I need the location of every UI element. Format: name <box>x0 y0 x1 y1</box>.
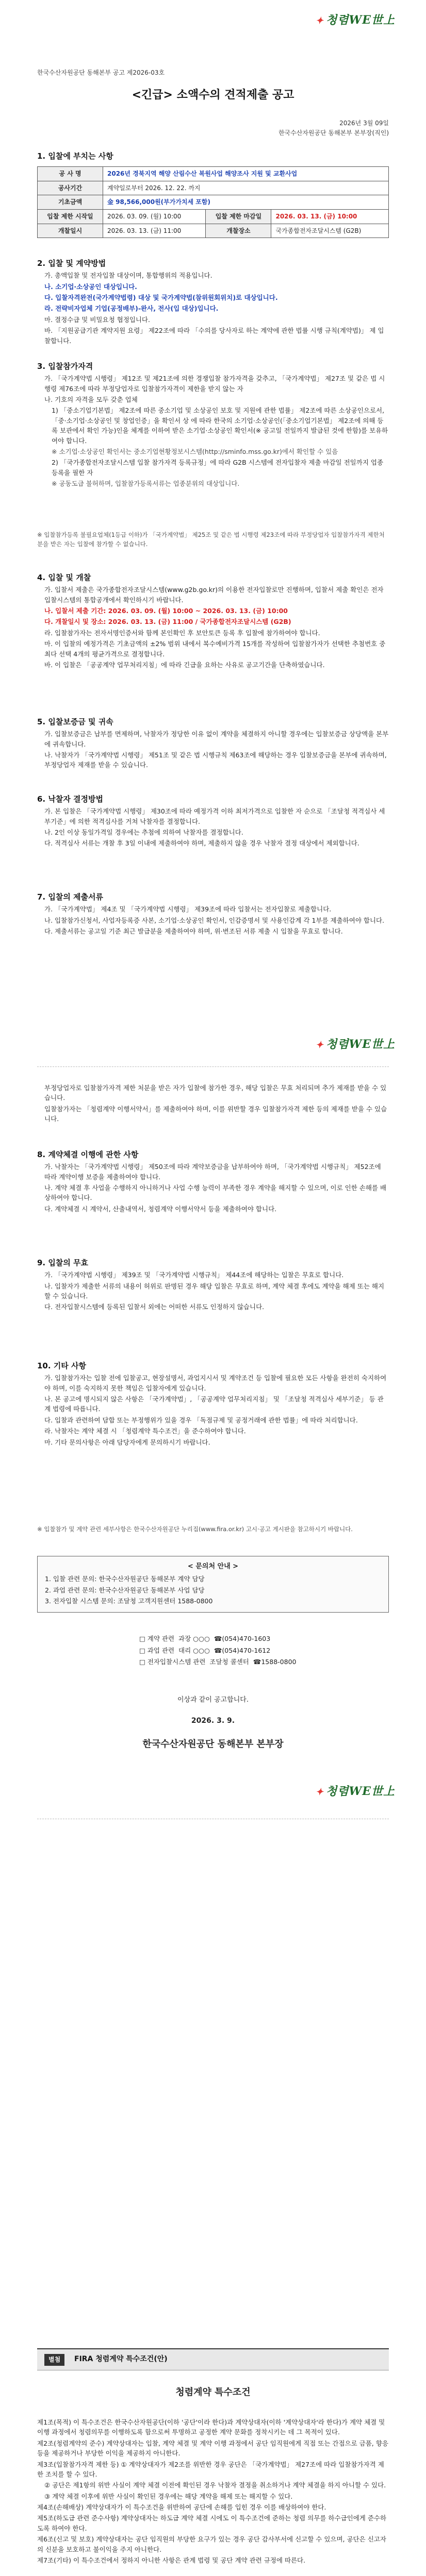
list-item: 마. 이 입찰의 예정가격은 기초금액의 ±2% 범위 내에서 복수예비가격 15개를 작성하여 입찰참가자가 선택한 추첨번호 중 최다 선택 4개의 평균가격으로 결정합니다. <box>44 640 386 658</box>
list-item: 부정당업자로 입찰참가자격 제한 처분을 받은 자가 입찰에 참가한 경우, 해당 입찰은 무효 처리되며 추가 제재를 받을 수 있습니다. <box>44 1084 387 1102</box>
list-item: 라. 전략비자업체 기업(공정배부)-완사, 전사(입 대상)입니다. <box>44 304 219 313</box>
section-10 <box>37 1360 389 1448</box>
section-9 <box>37 1257 389 1313</box>
list-item: 나. 낙찰자가 「국가계약법 시행령」 제51조 및 같은 법 시행규칙 제63조에 해당하는 경우 입찰보증금을 본부에 귀속하며, 부정당업자 제재를 받을 수 있습니다. <box>44 751 387 769</box>
table-header-cell: 기초금액 <box>38 195 103 210</box>
section-8 <box>37 1149 389 1215</box>
section-2 <box>37 258 389 347</box>
section-10-note: ※ 입찰참가 및 계약 관련 세부사항은 한국수산자원공단 누리집(www.fira.or.kr) 고시·공고 게시판을 참고하시기 바랍니다. <box>37 1526 353 1533</box>
article: 제1조(목적) 이 특수조건은 한국수산자원공단(이하 '공단'이라 한다)과 계약상대자(이하 '계약상대자'라 한다)가 계약 체결 및 이행 과정에서 청렴의무를 이행하도록 함으로써 투명하고 공정한 계약 문화를 정착시키는 데 그 목적이 있다. <box>37 2418 385 2436</box>
contact-list <box>139 1633 297 1668</box>
help-box <box>37 1556 389 1613</box>
list-item: ※ 공동도급 불허하며, 입찰참가등록서류는 업종분위의 대상입니다. <box>52 480 240 487</box>
notice-number: 한국수산자원공단 동해본부 공고 제2026-03호 <box>37 69 165 76</box>
help-line: 3. 전자입찰 시스템 문의: 조달청 고객지원센터 1588-0800 <box>45 1597 213 1605</box>
table-cell: 2026. 03. 09. (월) 10:00 <box>103 210 206 224</box>
list-item: 가. 낙찰자는 「국가계약법 시행령」 제50조에 따라 계약보증금을 납부하여야 하며, 「국가계약법 시행규칙」 제52조에 따라 계약이행 보증을 제출하여야 합니다. <box>44 1163 381 1181</box>
list-item: 가. 본 입찰은 「국가계약법 시행령」 제30조에 따라 예정가격 이하 최저가격으로 입찰한 자 순으로 「조달청 적격심사 세부기준」에 의한 적격심사를 거쳐 낙찰자를 결정합니다. <box>44 807 385 825</box>
brand-logo <box>316 1036 395 1053</box>
list-item: 나. 입찰자가 제출한 서류의 내용이 허위로 판명된 경우 해당 입찰은 무효로 하며, 계약 체결 후에도 계약을 해제 또는 해지할 수 있습니다. <box>44 1282 385 1300</box>
list-item: 나. 2인 이상 동일가격일 경우에는 추첨에 의하여 낙찰자를 결정합니다. <box>44 828 243 836</box>
section-heading: 3. 입찰참가자격 <box>37 362 93 371</box>
table-cell: 계약일로부터 2026. 12. 22. 까지 <box>103 181 389 195</box>
section-7-tail <box>37 1082 389 1125</box>
article: ③ 계약 체결 이후에 위반 사실이 확인된 경우에는 해당 계약을 해제 또는 해지할 수 있다. <box>44 2492 293 2500</box>
list-item: 다. 제출서류는 공고일 기준 최근 발급분을 제출하여야 하며, 위·변조된 서류 제출 시 입찰을 무효로 합니다. <box>44 927 343 935</box>
list-item: 가. 「국가계약법」 제4조 및 「국가계약법 시행령」 제39조에 따라 입찰서는 전자입찰로 제출합니다. <box>44 905 332 913</box>
list-item: 가. 「국가계약법 시행령」 제39조 및 「국가계약법 시행규칙」 제44조에 해당하는 입찰은 무효로 합니다. <box>44 1271 344 1279</box>
logo-mark-icon: ✦ <box>315 1040 324 1050</box>
list-item: 가. 입찰참가자는 입찰 전에 입찰공고, 현장설명서, 과업지시서 및 계약조건 등 입찰에 필요한 모든 사항을 완전히 숙지하여야 하며, 이를 숙지하지 못한 책임은 입찰자에게 있습니다. <box>44 1374 387 1392</box>
list-item: 가. 총액입찰 및 전자입찰 대상이며, 통합행위의 적용입니다. <box>44 272 212 280</box>
section-heading: 9. 입찰의 무효 <box>37 1258 89 1267</box>
list-item: 다. 계약체결 시 계약서, 산출내역서, 청렴계약 이행서약서 등을 제출하여야 합니다. <box>44 1205 277 1213</box>
brand-logo <box>316 11 395 29</box>
article: 제5조(하도급 관련 준수사항) 계약상대자는 하도급 계약 체결 시에도 이 특수조건에 준하는 청렴 의무를 하수급인에게 준수하도록 하여야 한다. <box>37 2514 387 2532</box>
table-header-cell: 공 사 명 <box>38 167 103 181</box>
section-heading: 7. 입찰의 제출서류 <box>37 892 104 902</box>
list-item: 나. 본 공고에 명시되지 않은 사항은 「국가계약법」, 「공공계약 업무처리지침」 및 「조달청 적격심사 세부기준」 등 관계 법령에 따릅니다. <box>44 1395 384 1413</box>
list-item: 다. 입찰과 관련하여 담합 또는 부정행위가 있을 경우 「독점규제 및 공정거래에 관한 법률」에 따라 처리합니다. <box>44 1416 358 1424</box>
list-item: 마. 기타 문의사항은 아래 담당자에게 문의하시기 바랍니다. <box>44 1438 210 1446</box>
article: 제2조(청렴계약의 준수) 계약상대자는 입찰, 계약 체결 및 계약 이행 과정에서 공단 임직원에게 직접 또는 간접으로 금품, 향응 등을 제공하거나 부당한 이익을 제공하지 아니한다. <box>37 2439 388 2458</box>
annex-tag: 별첨 <box>44 2354 64 2366</box>
table-row <box>38 167 389 181</box>
section-3 <box>37 361 389 489</box>
contact-row: □ 과업 관련 대리 ○○○ ☎(054)470-1612 <box>139 1646 271 1654</box>
section-7 <box>37 891 389 937</box>
section-3-footnote: ※ 입찰참가등록 불필요업체(1등급 이하)가 「국가계약법」 제25조 및 같은 법 시행령 제23조에 따라 부정당업자 입찰참가자격 제한처분을 받은 자는 입찰에 참가할 수 없습니다. <box>37 531 385 548</box>
table-row <box>38 210 389 224</box>
section-1 <box>37 150 389 238</box>
contact-row: □ 전자입찰시스템 관련 조달청 콜센터 ☎1588-0800 <box>139 1658 297 1666</box>
list-item: 바. 「지원공급기관 계약지원 요령」 제22조에 따라 「수의를 당사자로 하는 계약에 관한 법률 시행 규칙(계약법)」 제 입찰합니다. <box>44 327 384 345</box>
notice-issuer: 한국수산자원공단 동해본부 본부장(직인) <box>278 129 389 137</box>
list-item: 입찰참가자는 「청렴계약 이행서약서」를 제출하여야 하며, 이를 위반할 경우 입찰참가자격 제한 등의 제재를 받을 수 있습니다. <box>44 1105 387 1123</box>
help-line: 1. 입찰 관련 문의: 한국수산자원공단 동해본부 계약 담당 <box>45 1575 205 1583</box>
annex-articles <box>37 2416 389 2566</box>
page-title: <긴급> 소액수의 견적제출 공고 <box>132 89 294 101</box>
help-line: 2. 과업 관련 문의: 한국수산자원공단 동해본부 사업 담당 <box>45 1586 205 1594</box>
list-item: 1) 「중소기업기본법」 제2조에 따른 중소기업 및 소상공인 보호 및 지원에 관한 법률」 제2조에 따른 소상공인으로서, 「중·소기업·소상공인 및 창업인증」을 확인서 상 에 따라 한국의 소기업·소상공인(「중소기업기본법」 제2조에 의해 등록 보관에서 확인 가능)인을 체계를 이하여 받은 소기업·소상공인 확인서(※ 공고일 전일까지 발급된 것에 한함)를 보유하여야 합니다. <box>52 406 388 445</box>
help-box-title: < 문의처 안내 > <box>187 1563 239 1570</box>
section-heading: 10. 기타 사항 <box>37 1361 86 1370</box>
list-item: 다. 적격심사 서류는 개찰 후 3일 이내에 제출하여야 하며, 제출하지 않을 경우 낙찰자 결정 대상에서 제외합니다. <box>44 839 359 848</box>
section-heading: 1. 입찰에 부치는 사항 <box>37 151 113 161</box>
list-item: 마. 결정수급 및 비밀요청 협정입니다. <box>44 315 150 324</box>
table-header-cell: 개찰일시 <box>38 224 103 238</box>
logo-text: 청렴WE世上 <box>326 1785 395 1798</box>
table-cell: 2026. 03. 13. (금) 10:00 <box>271 210 389 224</box>
table-row <box>38 195 389 210</box>
annex-title: 청렴계약 특수조건 <box>175 2387 251 2398</box>
logo-mark-icon: ✦ <box>315 15 324 26</box>
list-item: 다. 개찰일시 및 장소: 2026. 03. 13. (금) 11:00 / 국가종합전자조달시스템 (G2B) <box>44 618 291 626</box>
article: 제3조(입찰참가자격 제한 등) ① 계약상대자가 제2조를 위반한 경우 공단은 「국가계약법」 제27조에 따라 입찰참가자격 제한 조치를 할 수 있다. <box>37 2460 384 2478</box>
table-header-cell: 입찰 제한 마감일 <box>206 210 271 224</box>
notice-date: 2026년 3월 09일 <box>339 120 389 127</box>
article: 제4조(손해배상) 계약상대자가 이 특수조건을 위반하여 공단에 손해를 입힌 경우 이를 배상하여야 한다. <box>37 2503 326 2511</box>
annex-banner <box>37 2348 389 2370</box>
section-heading: 6. 낙찰자 결정방법 <box>37 794 104 804</box>
section-heading: 2. 입찰 및 계약방법 <box>37 259 106 268</box>
annex-banner-title: FIRA 청렴계약 특수조건(안) <box>74 2355 168 2363</box>
article: 제6조(신고 및 보호) 계약상대자는 공단 임직원의 부당한 요구가 있는 경우 공단 감사부서에 신고할 수 있으며, 공단은 신고자의 신분을 보호하고 불이익을 주지 아니한다. <box>37 2535 386 2553</box>
table-cell: 2026. 03. 13. (금) 11:00 <box>103 224 206 238</box>
bid-info-table <box>37 166 389 238</box>
table-row <box>38 224 389 238</box>
list-item: 다. 입찰자격완전(국가계약법령) 대상 및 국가계약법(참위원회위치)로 대상입니다. <box>44 294 278 301</box>
list-item: 다. 전자입찰시스템에 등록된 입찰서 외에는 어떠한 서류도 인정하지 않습니다. <box>44 1303 265 1311</box>
logo-text: 청렴WE世上 <box>326 1038 395 1051</box>
list-item: 나. 계약 체결 후 사업을 수행하지 아니하거나 사업 수행 능력이 부족한 경우 계약을 해지할 수 있으며, 이로 인한 손해를 배상하여야 합니다. <box>44 1184 387 1202</box>
page-divider <box>37 1066 389 1067</box>
list-item: 가. 입찰보증금은 납부를 면제하며, 낙찰자가 정당한 이유 없이 계약을 체결하지 아니할 경우에는 입찰보증금 상당액을 본부에 귀속합니다. <box>44 730 389 748</box>
list-item: 나. 소기업·소상공인 대상입니다. <box>44 282 137 291</box>
section-heading: 8. 계약체결 이행에 관한 사항 <box>37 1150 139 1159</box>
list-item: 나. 입찰서 제출 기간: 2026. 03. 09. (월) 10:00 ~ 2026. 03. 13. (금) 10:00 <box>44 607 288 615</box>
logo-text: 청렴WE世上 <box>326 13 395 27</box>
section-5 <box>37 716 389 771</box>
closing-line: 이상과 같이 공고합니다. <box>177 1696 249 1704</box>
table-header-cell: 개찰장소 <box>206 224 271 238</box>
article: 제7조(기타) 이 특수조건에서 정하지 아니한 사항은 관계 법령 및 공단 계약 관련 규정에 따른다. <box>37 2556 306 2564</box>
list-item: 2) 「국가종합전자조달시스템 입찰 참가자격 등록규정」에 따라 G2B 시스템에 전자입찰자 제출 마감일 전일까지 업종 등록을 필한 자 <box>52 459 384 477</box>
section-4 <box>37 572 389 671</box>
table-header-cell: 공사기간 <box>38 181 103 195</box>
table-cell: 2026년 경북지역 해양 산림수산 복원사업 해양조사 지원 및 교환사업 <box>103 167 389 181</box>
list-item: 라. 입찰참가자는 전자서명인증서와 함께 본인확인 후 보안토큰 등록 후 입찰에 참가하여야 합니다. <box>44 629 320 637</box>
list-item: 바. 이 입찰은 「공공계약 업무처리지침」에 따라 긴급을 요하는 사유로 공고기간을 단축하였습니다. <box>44 660 325 669</box>
article: ② 공단은 제1항의 위반 사실이 계약 체결 이전에 확인된 경우 낙찰자 결정을 취소하거나 계약 체결을 하지 아니할 수 있다. <box>44 2481 386 2489</box>
dateline <box>278 118 389 138</box>
list-item: ※ 소기업·소상공인 확인서는 중소기업현황정보시스템(http://sminfo.mss.go.kr)에서 확인할 수 있음 <box>52 447 338 455</box>
table-row <box>38 181 389 195</box>
contact-row: □ 계약 관련 과장 ○○○ ☎(054)470-1603 <box>139 1635 271 1642</box>
table-cell: 국가종합전자조달시스템 (G2B) <box>271 224 389 238</box>
section-6 <box>37 793 389 850</box>
brand-logo <box>316 1783 395 1800</box>
section-heading: 5. 입찰보증금 및 귀속 <box>37 717 113 726</box>
closing-date: 2026. 3. 9. <box>191 1717 235 1725</box>
list-item: 가. 입찰서 제출은 국가종합전자조달시스템(www.g2b.go.kr)의 이용한 전자입찰로만 진행하며, 입찰서 제출 확인은 전자입찰시스템의 통합공개에서 확인하시기 바랍니다. <box>44 586 384 604</box>
section-heading: 4. 입찰 및 개찰 <box>37 573 91 582</box>
logo-mark-icon: ✦ <box>315 1787 324 1798</box>
closing-issuer: 한국수산자원공단 동해본부 본부장 <box>142 1739 284 1750</box>
list-item: 나. 기호의 자격을 모두 갖춘 업체 <box>44 396 138 403</box>
table-cell: 金 98,566,000원(부가가치세 포함) <box>103 195 389 210</box>
list-item: 라. 낙찰자는 계약 체결 시 「청렴계약 특수조건」을 준수하여야 합니다. <box>44 1427 246 1435</box>
list-item: 가. 「국가계약법 시행령」 제12조 및 제21조에 의한 경쟁입찰 참가자격을 갖추고, 「국가계약법」 제27조 및 같은 법 시행령 제76조에 따라 부정당업자로 입찰참가자격이 제한을 받지 않는 자 <box>44 375 385 393</box>
list-item: 나. 입찰참가신청서, 사업자등록증 사본, 소기업·소상공인 확인서, 인감증명서 및 사용인감계 각 1부를 제출하여야 합니다. <box>44 916 385 924</box>
table-header-cell: 입찰 제한 시작일 <box>38 210 103 224</box>
